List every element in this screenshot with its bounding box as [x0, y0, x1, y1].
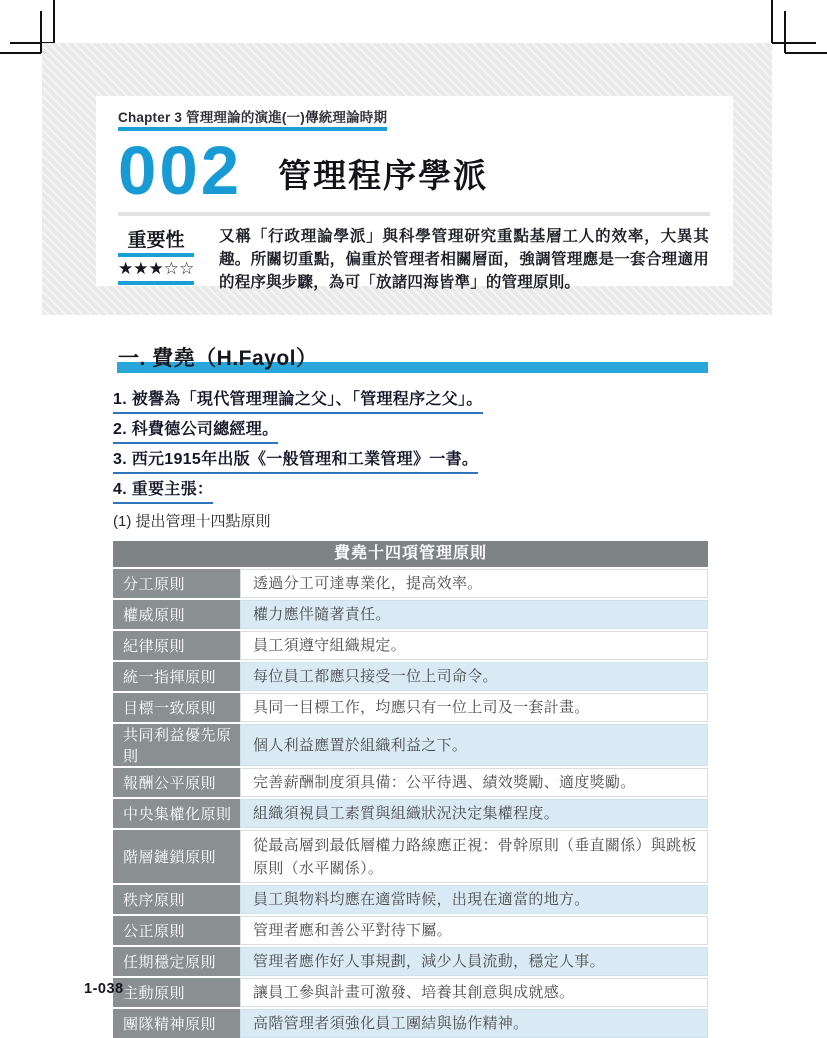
principle-desc: 個人利益應置於組織利益之下。 — [240, 724, 708, 766]
crop-mark — [784, 11, 786, 53]
list-item — [113, 480, 708, 504]
section-heading — [113, 342, 708, 373]
sub-list-item: (1) 提出管理十四點原則 — [113, 513, 271, 530]
crop-mark — [53, 0, 55, 43]
lesson-number: 002 — [118, 131, 243, 209]
list-item-text: 1. 被譽為「現代管理理論之父」、「管理程序之父」。 — [113, 390, 483, 414]
importance-label: 重要性 — [118, 225, 194, 257]
hero-divider — [118, 212, 710, 216]
principle-label: 權威原則 — [113, 600, 240, 629]
principle-label: 任期穩定原則 — [113, 947, 240, 976]
table-row — [113, 1009, 708, 1038]
principle-desc: 員工須遵守組織規定。 — [240, 631, 708, 660]
table-row — [113, 947, 708, 976]
principle-label: 統一指揮原則 — [113, 662, 240, 691]
principle-desc: 組織須視員工素質與組織狀況決定集權程度。 — [240, 799, 708, 828]
table-row — [113, 885, 708, 914]
table-row — [113, 799, 708, 828]
importance-rating — [118, 225, 194, 294]
table-row — [113, 569, 708, 598]
table-row — [113, 600, 708, 629]
lesson-header — [118, 131, 709, 209]
list-item-text: 2. 科費德公司總經理。 — [113, 420, 278, 444]
table-row — [113, 693, 708, 722]
crop-mark — [785, 52, 827, 54]
table-row — [113, 662, 708, 691]
table-title: 費堯十四項管理原則 — [113, 541, 708, 567]
table-row — [113, 768, 708, 797]
hero-band — [42, 43, 772, 315]
principle-desc: 具同一目標工作，均應只有一位上司及一套計畫。 — [240, 693, 708, 722]
principle-desc: 完善薪酬制度須具備：公平待遇、績效獎勵、適度獎勵。 — [240, 768, 708, 797]
list-item — [113, 390, 708, 414]
list-item-text: 4. 重要主張： — [113, 480, 213, 504]
table-row — [113, 978, 708, 1007]
principle-desc: 高階管理者須強化員工團結與協作精神。 — [240, 1009, 708, 1038]
page-number: 1-038 — [84, 981, 124, 997]
table-row — [113, 724, 708, 766]
principle-label: 目標一致原則 — [113, 693, 240, 722]
crop-mark — [771, 0, 773, 43]
principle-desc: 員工與物料均應在適當時候，出現在適當的地方。 — [240, 885, 708, 914]
principle-desc: 管理者應作好人事規劃，減少人員流動，穩定人事。 — [240, 947, 708, 976]
table-row — [113, 916, 708, 945]
table-row — [113, 631, 708, 660]
principle-label: 團隊精神原則 — [113, 1009, 240, 1038]
section-heading-text: 一. 費堯（H.Fayol） — [118, 347, 318, 370]
crop-mark — [0, 52, 41, 54]
principle-label: 主動原則 — [113, 978, 240, 1007]
principle-desc: 每位員工都應只接受一位上司命令。 — [240, 662, 708, 691]
list-item — [113, 420, 708, 444]
star-rating: ★★★☆☆ — [118, 259, 194, 285]
lesson-title: 管理程序學派 — [278, 156, 489, 194]
chapter-breadcrumb: Chapter 3 管理理論的演進(一)傳統理論時期 — [118, 106, 387, 131]
principle-desc: 權力應伴隨著責任。 — [240, 600, 708, 629]
crop-mark — [771, 42, 816, 44]
principle-label: 秩序原則 — [113, 885, 240, 914]
principle-desc: 讓員工參與計畫可激發、培養其創意與成就感。 — [240, 978, 708, 1007]
main-content — [113, 342, 708, 1038]
principle-label: 紀律原則 — [113, 631, 240, 660]
table-row — [113, 830, 708, 883]
principle-label: 階層鏈鎖原則 — [113, 830, 240, 883]
principle-label: 報酬公平原則 — [113, 768, 240, 797]
principle-desc: 管理者應和善公平對待下屬。 — [240, 916, 708, 945]
principles-table — [113, 541, 708, 1038]
principle-desc: 從最高層到最低層權力路線應正視：骨幹原則（垂直關係）與跳板原則（水平關係）。 — [240, 830, 708, 883]
importance-block — [118, 225, 709, 294]
list-item — [113, 450, 708, 474]
principle-label: 分工原則 — [113, 569, 240, 598]
principle-label: 中央集權化原則 — [113, 799, 240, 828]
list-item-text: 3. 西元1915年出版《一般管理和工業管理》一書。 — [113, 450, 478, 474]
hero-box — [96, 96, 733, 291]
principle-label: 公正原則 — [113, 916, 240, 945]
principle-label: 共同利益優先原則 — [113, 724, 240, 766]
importance-summary: 又稱「行政理論學派」與科學管理研究重點基層工人的效率，大異其趣。所關切重點，偏重於管理者相關層面，強調管理應是一套合理適用的程序與步驟，為可「放諸四海皆準」的管理原則。 — [219, 228, 709, 291]
principle-desc: 透過分工可達專業化，提高效率。 — [240, 569, 708, 598]
